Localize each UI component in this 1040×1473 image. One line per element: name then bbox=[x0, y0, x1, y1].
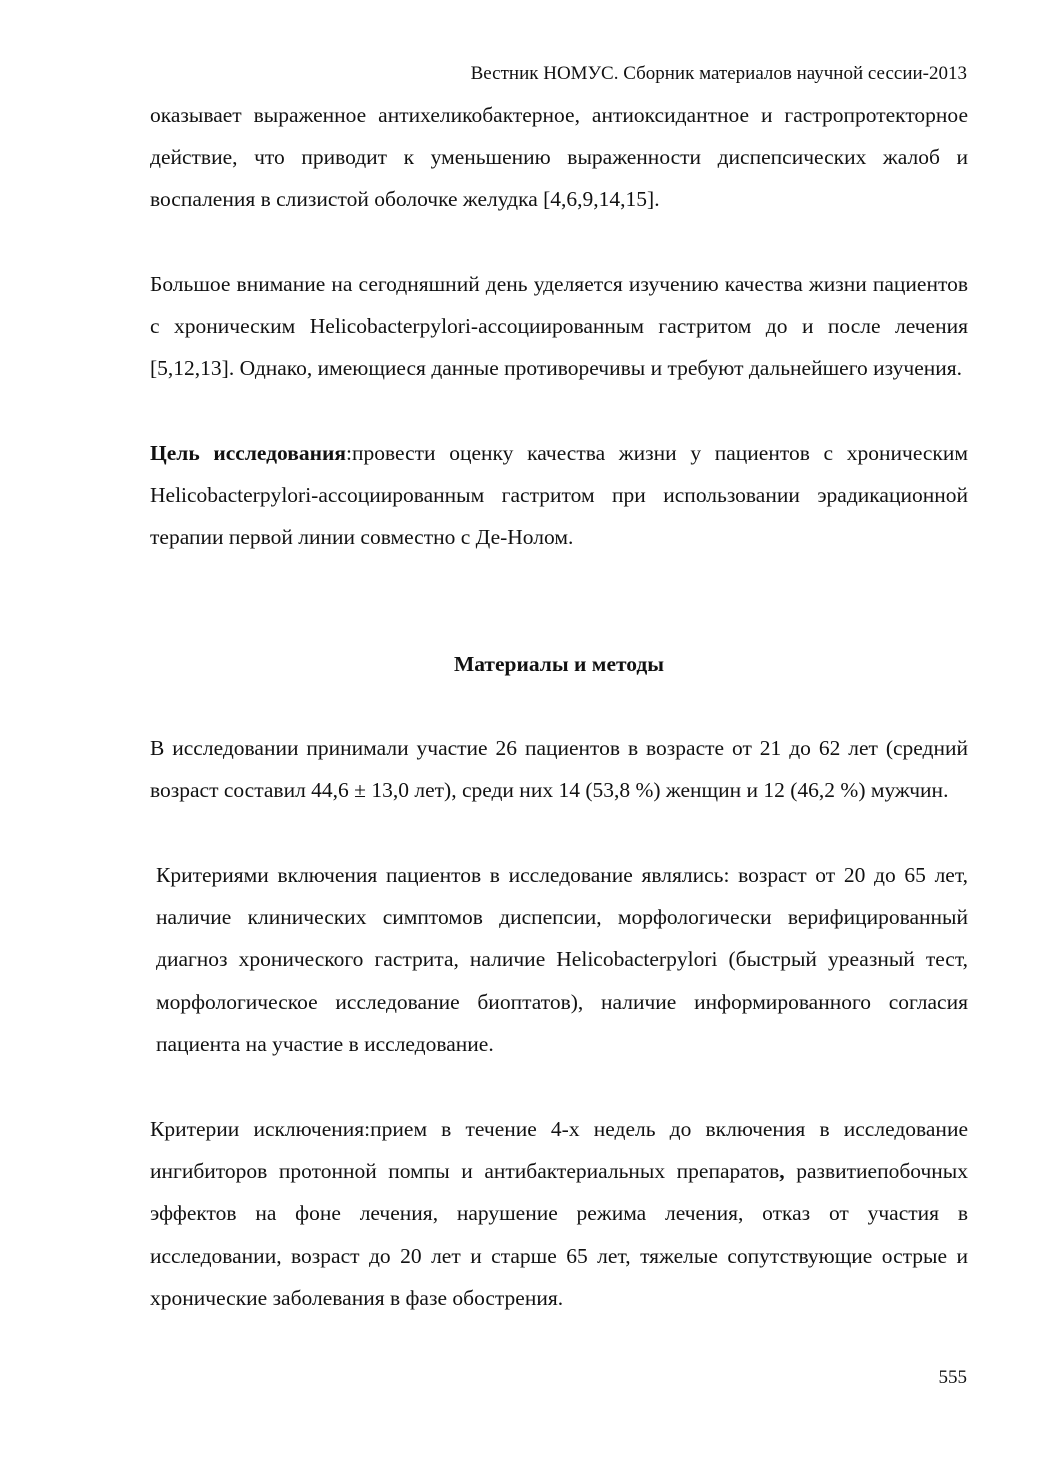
paragraph-study-aim bbox=[150, 432, 968, 559]
paragraph-text: Критериями включения пациентов в исследование являлись: возраст от 20 до 65 лет, наличие клинических симптомов диспепсии, морфологически верифицированный диагноз хронического гастрита, наличие Helicobacterpylori (быстрый уреазный тест, морфологическое исследование биоптатов), наличие информированного согласия пациента на участие в исследование. bbox=[156, 863, 968, 1056]
study-aim-label: Цель исследования bbox=[150, 441, 347, 465]
paragraph-text bbox=[150, 432, 968, 559]
paragraph-exclusion-criteria bbox=[150, 1108, 968, 1319]
paragraph-text: В исследовании принимали участие 26 пациентов в возрасте от 21 до 62 лет (средний возраст составил 44,6 ± 13,0 лет), среди них 14 (53,8 %) женщин и 12 (46,2 %) мужчин. bbox=[150, 736, 968, 803]
paragraph-text bbox=[150, 1108, 968, 1319]
paragraph-continuation bbox=[150, 94, 968, 221]
paragraph-quality-of-life bbox=[150, 263, 968, 390]
exclusion-text-part: развитиепобочных эффектов на фоне лечения, нарушение режима лечения, отказ от участия в исследовании, возраст до 20 лет и старше 65 лет, тяжелые сопутствующие острые и хронические заболевания в фазе обострения. bbox=[150, 1159, 968, 1310]
section-heading: Материалы и методы bbox=[453, 652, 665, 676]
page-number: 555 bbox=[938, 1367, 967, 1388]
paragraph-text: Большое внимание на сегодняшний день уделяется изучению качества жизни пациентов с хроническим Helicobacterpylori-ассоциированным гастритом до и после лечения [5,12,13]. Однако, имеющиеся данные противоречивы и требуют дальнейшего изучения. bbox=[150, 272, 968, 381]
running-header: Вестник НОМУС. Сборник материалов научной сессии-2013 bbox=[470, 63, 967, 84]
paragraph-inclusion-criteria bbox=[150, 854, 968, 1065]
exclusion-comma: , bbox=[779, 1159, 785, 1184]
exclusion-text-part: Критерии исключения:прием в течение 4-х недель до включения в исследование ингибиторов протонной помпы и антибактериальных препаратов bbox=[150, 1117, 968, 1184]
paragraph-text: оказывает выраженное антихеликобактерное, антиоксидантное и гастропротекторное действие, что приводит к уменьшению выраженности диспепсических жалоб и воспаления в слизистой оболочке желудка [4,6,9,14,15]. bbox=[150, 103, 968, 212]
study-aim-text: :провести оценку качества жизни у пациентов с хроническим Helicobacterpylori-ассоциированным гастритом при использовании эрадикационной терапии первой линии совместно с Де-Нолом. bbox=[150, 441, 968, 550]
paragraph-participants bbox=[150, 727, 968, 811]
